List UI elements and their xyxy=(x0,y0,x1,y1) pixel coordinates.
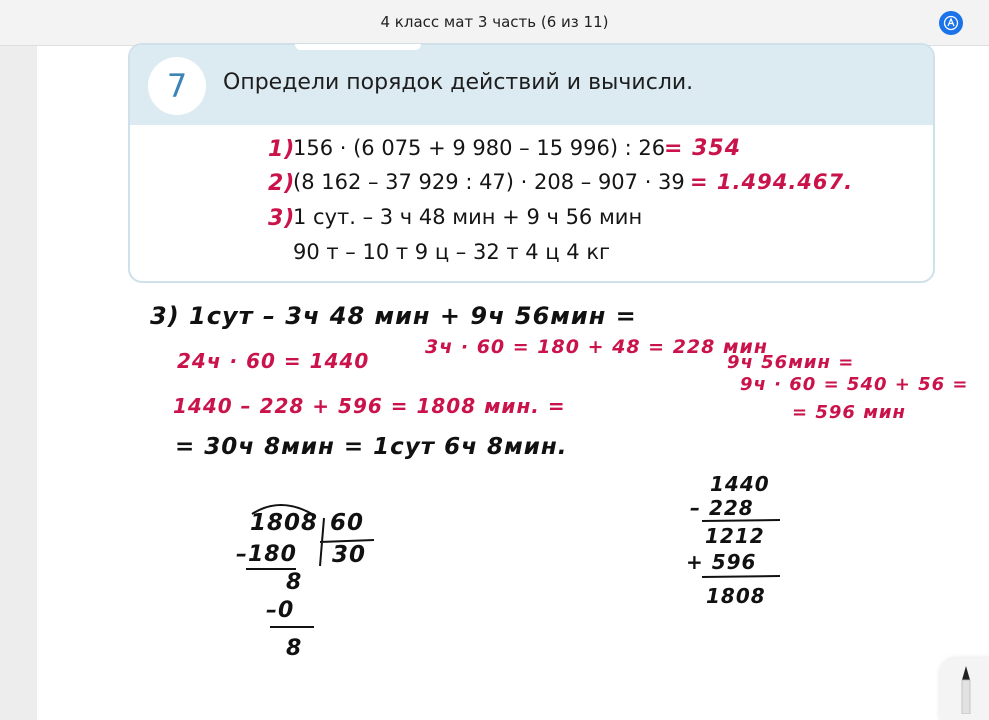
pencil-tool-button[interactable] xyxy=(940,658,989,720)
column-difference: 1212 xyxy=(705,524,765,548)
exercise-2-marker: 2) xyxy=(268,171,296,196)
division-quotient: 30 xyxy=(332,542,367,568)
addend-line-3: = 596 мин xyxy=(792,402,906,423)
document-title: 4 класс мат 3 часть (6 из 11) xyxy=(380,13,609,31)
markup-button[interactable] xyxy=(939,11,963,35)
division-dividend: 1808 xyxy=(250,510,319,536)
column-sum: 1808 xyxy=(706,584,766,608)
solution-heading: 3) 1сут – 3ч 48 мин + 9ч 56мин = xyxy=(150,302,637,330)
exercise-1-marker: 1) xyxy=(268,137,296,162)
exercise-3-marker: 3) xyxy=(268,206,296,231)
final-result-line: = 30ч 8мин = 1сут 6ч 8мин. xyxy=(175,434,568,460)
division-line-2 xyxy=(268,624,318,630)
sum-line: 1440 – 228 + 596 = 1808 мин. = xyxy=(173,394,566,418)
column-addend: + 596 xyxy=(686,550,757,574)
exercise-1-answer: = 354 xyxy=(664,136,742,161)
column-minuend: 1440 xyxy=(710,472,770,496)
pencil-icon xyxy=(959,664,973,714)
task-title: Определи порядок действий и вычисли. xyxy=(223,70,694,95)
addend-line-1: 9ч 56мин = xyxy=(727,352,855,373)
top-toolbar xyxy=(0,0,989,46)
division-remainder-2: 8 xyxy=(286,636,303,661)
exercise-1-expression: 156 · (6 075 + 9 980 – 15 996) : 26 xyxy=(293,136,666,160)
division-divisor: 60 xyxy=(330,510,365,536)
exercise-2-expression: (8 162 – 37 929 : 47) · 208 – 907 · 39 xyxy=(293,170,685,194)
division-remainder-1: 8 xyxy=(286,570,303,595)
task-number: 7 xyxy=(148,57,206,115)
division-subtract-2: –0 xyxy=(266,598,295,623)
division-subtract-1: –180 xyxy=(236,542,297,567)
addend-line-2: 9ч · 60 = 540 + 56 = xyxy=(740,374,969,395)
card-tab xyxy=(295,44,421,50)
exercise-4-expression: 90 т – 10 т 9 ц – 32 т 4 ц 4 кг xyxy=(293,240,611,264)
subtrahend-minutes-line: 3ч · 60 = 180 + 48 = 228 мин xyxy=(425,336,768,358)
hours-in-day-line: 24ч · 60 = 1440 xyxy=(177,349,370,373)
exercise-2-answer: = 1.494.467. xyxy=(690,170,854,194)
exercise-3-expression: 1 сут. – 3 ч 48 мин + 9 ч 56 мин xyxy=(293,205,643,229)
column-subtrahend: – 228 xyxy=(690,496,754,520)
markup-pen-icon xyxy=(943,15,959,31)
column-line-2 xyxy=(700,574,785,580)
